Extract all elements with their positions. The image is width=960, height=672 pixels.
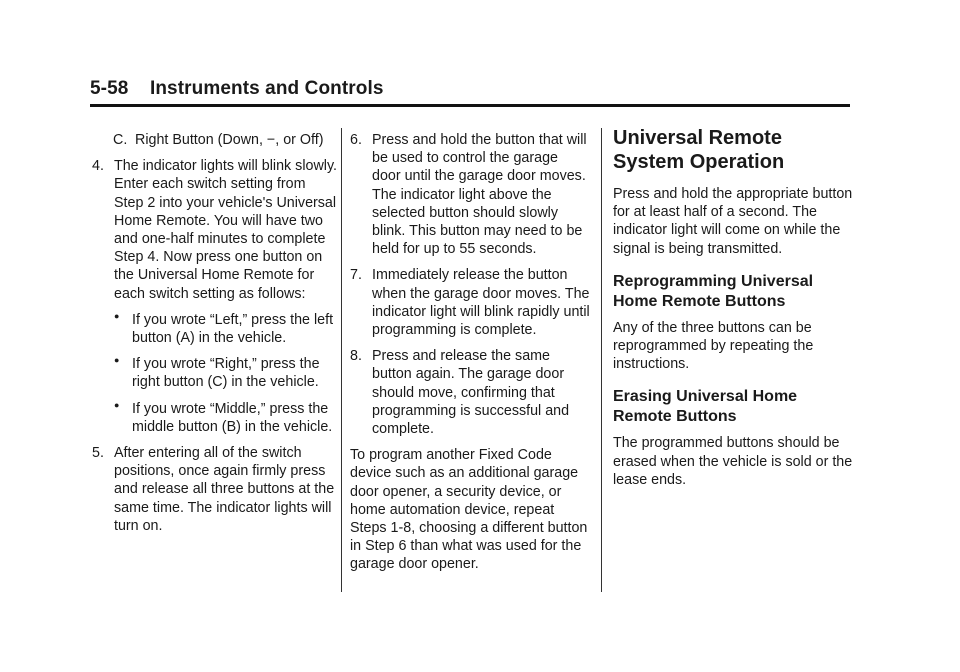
step-3c-number: C.	[113, 132, 128, 148]
step-6	[350, 131, 590, 258]
bullet-dot-icon: ●	[114, 399, 120, 410]
erasing-paragraph: The programmed buttons should be erased when the vehicle is sold or the lease ends.	[613, 435, 853, 488]
step-3c-text: Right Button (Down, −, or Off)	[135, 132, 324, 148]
column-divider-2	[601, 128, 602, 592]
fixed-code-paragraph: To program another Fixed Code device such as an additional garage door opener, a security device, or home automation device, repeat Steps 1-8, choosing a different button in Step 6 than what was used for the garage door opener.	[350, 447, 588, 573]
bullet-text: If you wrote “Left,” press the left button (A) in the vehicle.	[132, 311, 334, 347]
step-4-number: 4.	[92, 158, 104, 175]
bullet-item	[92, 355, 338, 391]
bullet-dot-icon: ●	[114, 310, 120, 321]
step-4-text: The indicator lights will blink slowly. Enter each switch setting from Step 2 into your vehicle's Universal Home Remote. You will have two and one-half minutes to complete Step 4. Now press one button on the Universal Home Remote for each switch setting as follows:	[114, 158, 338, 302]
step-3c	[92, 131, 338, 149]
column-3	[613, 126, 858, 493]
subsection-heading-reprogramming: Reprogramming Universal Home Remote Buttons	[613, 272, 814, 310]
step-6-text: Press and hold the button that will be used to control the garage door until the garage door moves. The indicator light above the selected button should slowly blink. This button may need to be held for up to 55 seconds.	[372, 132, 587, 258]
column-divider-1	[341, 128, 342, 592]
step-5-number: 5.	[92, 445, 104, 462]
step-7-number: 7.	[350, 267, 362, 284]
operation-paragraph: Press and hold the appropriate button for at least half of a second. The indicator light will come on while the signal is being transmitted.	[613, 186, 853, 257]
step-5-text: After entering all of the switch positions, once again firmly press and release all three buttons at the same time. The indicator lights will turn on.	[114, 445, 335, 534]
header-rule	[90, 104, 850, 107]
step-5	[92, 444, 338, 535]
subsection-heading-erasing: Erasing Universal Home Remote Buttons	[613, 388, 798, 426]
bullet-item	[92, 311, 338, 347]
column-1	[92, 131, 338, 543]
step-8-number: 8.	[350, 348, 362, 365]
bullet-dot-icon: ●	[114, 355, 120, 366]
bullet-item	[92, 400, 338, 436]
step-8	[350, 347, 590, 438]
step-8-text: Press and release the same button again. The garage door should move, confirming that programming is successful and complete.	[372, 348, 570, 438]
step-6-number: 6.	[350, 132, 362, 148]
page-header-title: 5-58 Instruments and Controls	[90, 78, 384, 99]
bullet-text: If you wrote “Middle,” press the middle button (B) in the vehicle.	[132, 400, 333, 435]
column-2	[350, 131, 590, 582]
step-7	[350, 266, 590, 339]
step-4	[92, 157, 338, 303]
bullet-text: If you wrote “Right,” press the right button (C) in the vehicle.	[132, 356, 320, 391]
section-heading: Universal Remote System Operation	[613, 127, 785, 173]
reprogramming-paragraph: Any of the three buttons can be reprogrammed by repeating the instructions.	[613, 319, 814, 373]
step-7-text: Immediately release the button when the garage door moves. The indicator light will blink rapidly until programming is complete.	[372, 267, 590, 339]
